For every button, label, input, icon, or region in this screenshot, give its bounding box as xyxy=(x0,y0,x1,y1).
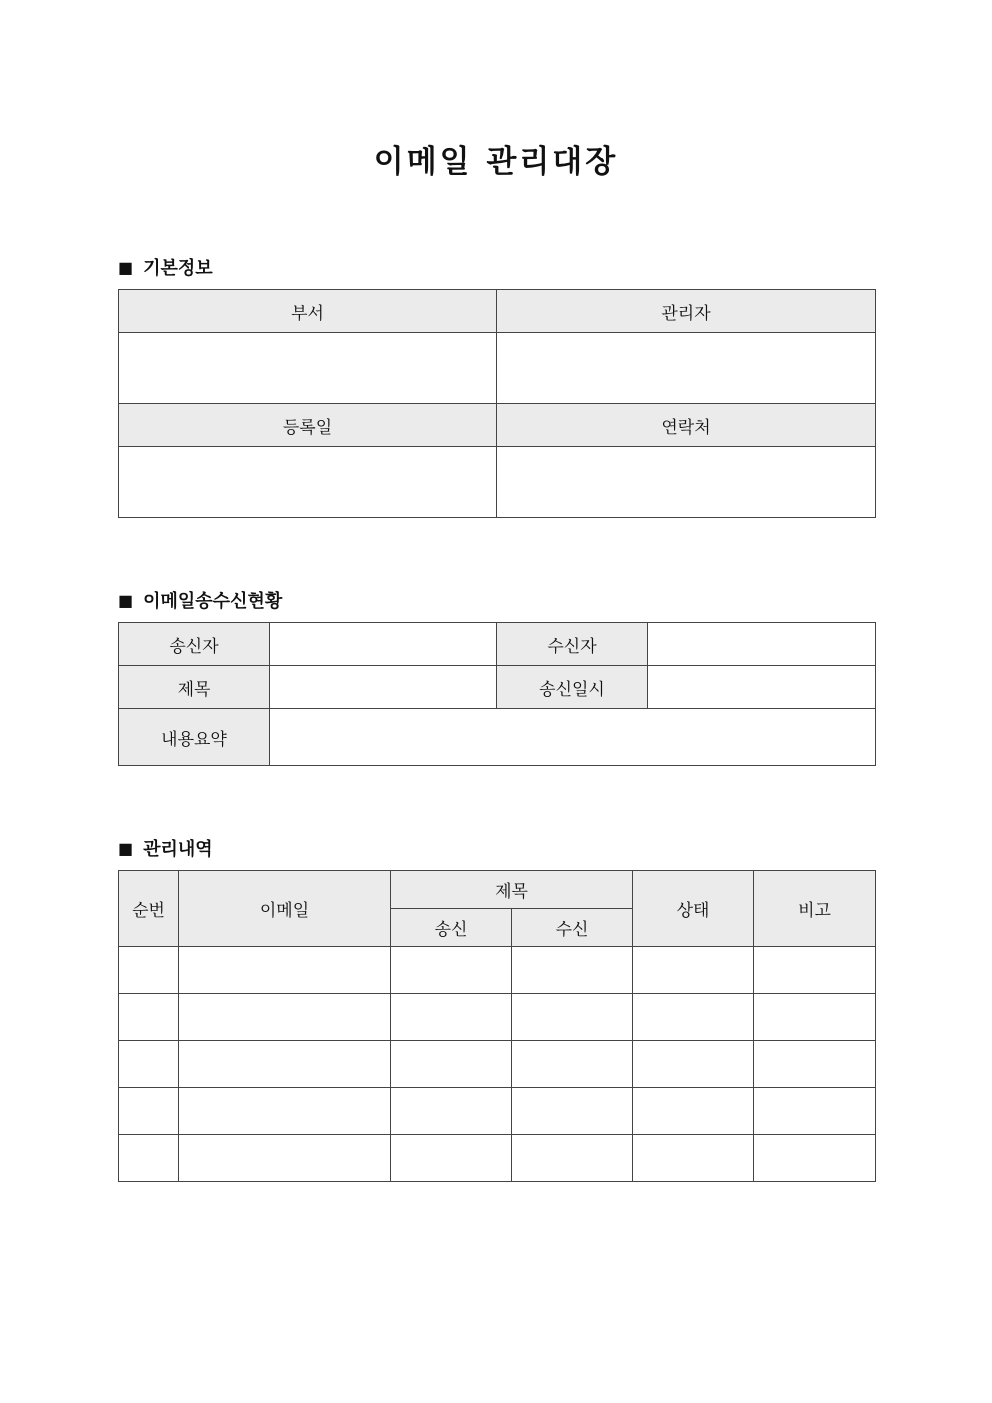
dept-value-field[interactable] xyxy=(119,333,497,404)
page-title: 이메일 관리대장 xyxy=(373,144,619,180)
cell-received[interactable] xyxy=(512,947,633,994)
contact-value-field[interactable] xyxy=(497,447,876,518)
cell-remarks[interactable] xyxy=(754,1041,876,1088)
square-bullet-icon: ■ xyxy=(118,590,134,610)
cell-received[interactable] xyxy=(512,1041,633,1088)
cell-received[interactable] xyxy=(512,1135,633,1182)
col-header-subject: 제목 xyxy=(391,871,633,909)
table-row xyxy=(119,1088,876,1135)
cell-sent[interactable] xyxy=(391,1041,512,1088)
cell-status[interactable] xyxy=(633,947,754,994)
receiver-value-field[interactable] xyxy=(648,623,876,666)
cell-email[interactable] xyxy=(179,994,391,1041)
cell-email[interactable] xyxy=(179,1041,391,1088)
section-heading-management-log xyxy=(118,835,213,861)
cell-status[interactable] xyxy=(633,1135,754,1182)
cell-email[interactable] xyxy=(179,1088,391,1135)
cell-remarks[interactable] xyxy=(754,947,876,994)
table-row xyxy=(119,947,876,994)
sender-value-field[interactable] xyxy=(270,623,497,666)
summary-label: 내용요약 xyxy=(119,709,270,766)
section-heading-label: 이메일송수신현황 xyxy=(143,591,283,612)
cell-received[interactable] xyxy=(512,1088,633,1135)
sent-datetime-value-field[interactable] xyxy=(648,666,876,709)
square-bullet-icon: ■ xyxy=(118,838,134,858)
section-heading-label: 관리내역 xyxy=(143,839,213,860)
cell-sent[interactable] xyxy=(391,1135,512,1182)
contact-label: 연락처 xyxy=(497,404,876,447)
cell-no[interactable] xyxy=(119,1135,179,1182)
cell-no[interactable] xyxy=(119,947,179,994)
section-heading-basic-info xyxy=(118,254,213,280)
email-status-table xyxy=(118,622,876,766)
col-header-no: 순번 xyxy=(119,871,179,947)
manager-label: 관리자 xyxy=(497,290,876,333)
subject-value-field[interactable] xyxy=(270,666,497,709)
cell-remarks[interactable] xyxy=(754,1135,876,1182)
reg-date-label: 등록일 xyxy=(119,404,497,447)
cell-status[interactable] xyxy=(633,1041,754,1088)
reg-date-value-field[interactable] xyxy=(119,447,497,518)
table-row xyxy=(119,1135,876,1182)
cell-sent[interactable] xyxy=(391,1088,512,1135)
cell-status[interactable] xyxy=(633,994,754,1041)
cell-status[interactable] xyxy=(633,1088,754,1135)
cell-sent[interactable] xyxy=(391,947,512,994)
table-row xyxy=(119,994,876,1041)
section-heading-email-status xyxy=(118,587,282,613)
col-header-sent: 송신 xyxy=(391,909,512,947)
section-heading-label: 기본정보 xyxy=(143,258,213,279)
management-log-table xyxy=(118,870,876,1182)
cell-no[interactable] xyxy=(119,1041,179,1088)
table-row xyxy=(119,1041,876,1088)
sent-datetime-label: 송신일시 xyxy=(497,666,648,709)
col-header-status: 상태 xyxy=(633,871,754,947)
summary-value-field[interactable] xyxy=(270,709,876,766)
cell-sent[interactable] xyxy=(391,994,512,1041)
cell-remarks[interactable] xyxy=(754,1088,876,1135)
col-header-remarks: 비고 xyxy=(754,871,876,947)
square-bullet-icon: ■ xyxy=(118,257,134,277)
cell-remarks[interactable] xyxy=(754,994,876,1041)
cell-no[interactable] xyxy=(119,1088,179,1135)
cell-email[interactable] xyxy=(179,1135,391,1182)
receiver-label: 수신자 xyxy=(497,623,648,666)
subject-label: 제목 xyxy=(119,666,270,709)
cell-email[interactable] xyxy=(179,947,391,994)
dept-label: 부서 xyxy=(119,290,497,333)
col-header-received: 수신 xyxy=(512,909,633,947)
cell-no[interactable] xyxy=(119,994,179,1041)
sender-label: 송신자 xyxy=(119,623,270,666)
manager-value-field[interactable] xyxy=(497,333,876,404)
col-header-email: 이메일 xyxy=(179,871,391,947)
cell-received[interactable] xyxy=(512,994,633,1041)
basic-info-table xyxy=(118,289,876,518)
